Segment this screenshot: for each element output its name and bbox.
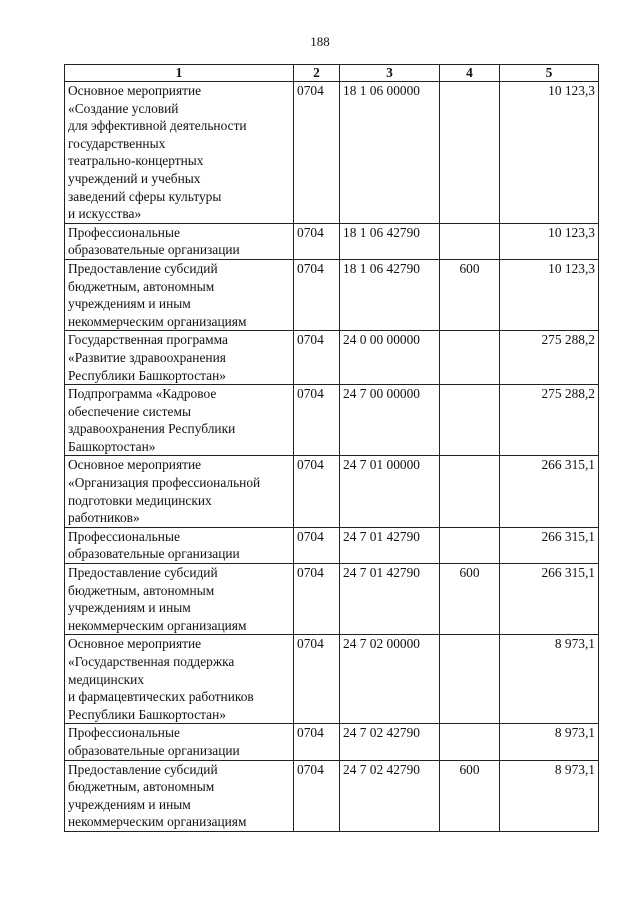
- page-number: 188: [310, 34, 330, 49]
- row-section: 0704: [294, 564, 340, 635]
- row-type: [440, 635, 500, 724]
- row-section: 0704: [294, 82, 340, 224]
- table-row: [65, 724, 599, 760]
- row-code: 24 7 02 42790: [340, 760, 440, 831]
- row-type: [440, 724, 500, 760]
- row-type: [440, 385, 500, 456]
- row-code: 24 7 01 00000: [340, 456, 440, 527]
- table-row: [65, 456, 599, 527]
- row-code: 24 7 01 42790: [340, 564, 440, 635]
- header-col-5: 5: [500, 65, 599, 82]
- row-name: Основное мероприятие «Создание условий для эффективной деятельности государственных театрально-концертных учреждений и учебных заведений сферы культуры и искусства»: [65, 82, 294, 224]
- row-name: Профессиональные образовательные организации: [65, 223, 294, 259]
- row-section: 0704: [294, 456, 340, 527]
- row-amount: 275 288,2: [500, 331, 599, 385]
- row-section: 0704: [294, 724, 340, 760]
- row-name: Профессиональные образовательные организации: [65, 724, 294, 760]
- table-row: [65, 760, 599, 831]
- row-amount: 8 973,1: [500, 760, 599, 831]
- row-name: Государственная программа «Развитие здравоохранения Республики Башкортостан»: [65, 331, 294, 385]
- header-col-1: 1: [65, 65, 294, 82]
- table-row: [65, 259, 599, 330]
- table-row: [65, 331, 599, 385]
- row-section: 0704: [294, 223, 340, 259]
- row-type: [440, 527, 500, 563]
- row-amount: 10 123,3: [500, 259, 599, 330]
- table-row: [65, 527, 599, 563]
- row-name: Основное мероприятие «Государственная поддержка медицинских и фармацевтических работников Республики Башкортостан»: [65, 635, 294, 724]
- table-row: [65, 635, 599, 724]
- table-header-row: [65, 65, 599, 82]
- row-code: 24 7 02 00000: [340, 635, 440, 724]
- table-row: [65, 385, 599, 456]
- row-name: Предоставление субсидий бюджетным, автономным учреждениям и иным некоммерческим организациям: [65, 259, 294, 330]
- table-row: [65, 82, 599, 224]
- row-code: 18 1 06 42790: [340, 259, 440, 330]
- header-col-4: 4: [440, 65, 500, 82]
- row-code: 24 7 01 42790: [340, 527, 440, 563]
- budget-table: [64, 64, 599, 832]
- row-amount: 10 123,3: [500, 223, 599, 259]
- row-amount: 8 973,1: [500, 635, 599, 724]
- header-col-3: 3: [340, 65, 440, 82]
- row-name: Предоставление субсидий бюджетным, автономным учреждениям и иным некоммерческим организациям: [65, 564, 294, 635]
- row-type: [440, 82, 500, 224]
- row-type: [440, 223, 500, 259]
- row-section: 0704: [294, 635, 340, 724]
- row-type: 600: [440, 760, 500, 831]
- row-type: 600: [440, 564, 500, 635]
- row-section: 0704: [294, 385, 340, 456]
- row-type: [440, 331, 500, 385]
- row-amount: 8 973,1: [500, 724, 599, 760]
- row-section: 0704: [294, 760, 340, 831]
- header-col-2: 2: [294, 65, 340, 82]
- row-code: 24 7 00 00000: [340, 385, 440, 456]
- row-name: Предоставление субсидий бюджетным, автономным учреждениям и иным некоммерческим организациям: [65, 760, 294, 831]
- row-code: 24 0 00 00000: [340, 331, 440, 385]
- row-amount: 266 315,1: [500, 564, 599, 635]
- row-code: 18 1 06 00000: [340, 82, 440, 224]
- row-type: [440, 456, 500, 527]
- row-amount: 275 288,2: [500, 385, 599, 456]
- table-row: [65, 223, 599, 259]
- row-amount: 266 315,1: [500, 527, 599, 563]
- row-code: 18 1 06 42790: [340, 223, 440, 259]
- table-row: [65, 564, 599, 635]
- row-code: 24 7 02 42790: [340, 724, 440, 760]
- row-amount: 10 123,3: [500, 82, 599, 224]
- row-section: 0704: [294, 259, 340, 330]
- row-name: Основное мероприятие «Организация профессиональной подготовки медицинских работников»: [65, 456, 294, 527]
- row-name: Профессиональные образовательные организации: [65, 527, 294, 563]
- row-type: 600: [440, 259, 500, 330]
- row-amount: 266 315,1: [500, 456, 599, 527]
- row-name: Подпрограмма «Кадровое обеспечение системы здравоохранения Республики Башкортостан»: [65, 385, 294, 456]
- row-section: 0704: [294, 331, 340, 385]
- row-section: 0704: [294, 527, 340, 563]
